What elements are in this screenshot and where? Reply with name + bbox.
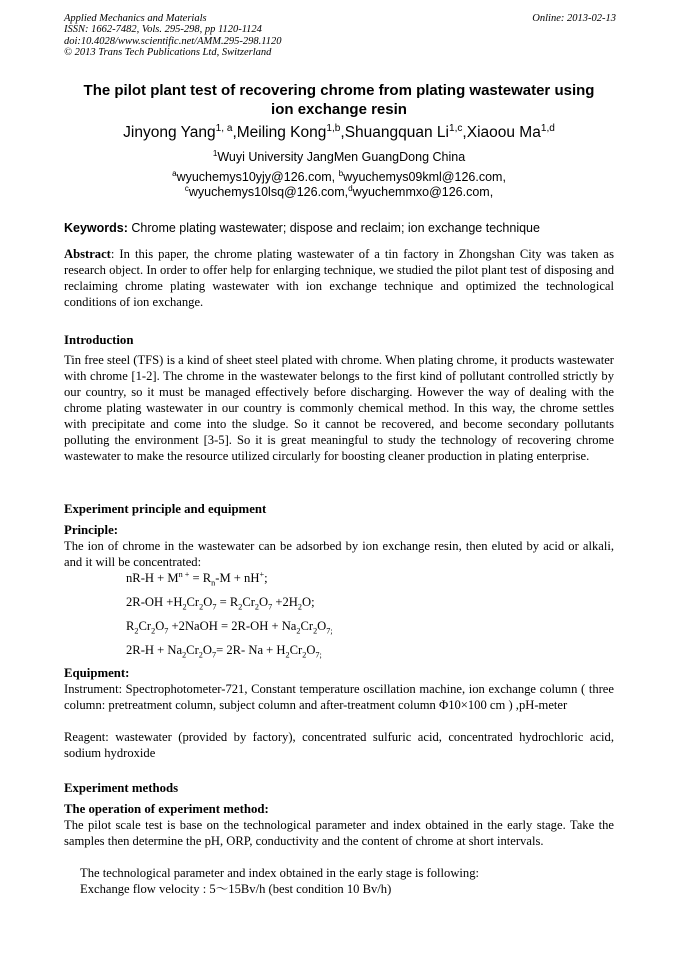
eq-term: 2R-H + Na [126,643,183,657]
title-line-1: The pilot plant test of recovering chrome from plating wastewater using [83,82,595,99]
author-name: Shuangquan Li [344,124,449,141]
eq-superscript: + [259,569,265,579]
journal-doi: doi:10.4028/www.scientific.net/AMM.295-298.1120 [64,35,282,47]
eq-subscript: 2 [182,602,187,612]
eq-subscript: n [211,578,216,588]
journal-issn: ISSN: 1662-7482, Vols. 295-298, pp 1120-1124 [64,24,262,36]
email-address: wyuchemmxo@126.com, [352,185,494,199]
author-emails [64,170,614,200]
eq-term: 2R-OH +H [126,595,183,609]
eq-subscript: 2 [313,626,318,636]
abstract-label: Abstract [64,247,111,261]
eq-term: = 2R- Na + H [216,643,286,657]
eq-subscript: 2 [296,626,301,636]
eq-subscript: 2 [297,602,302,612]
methods-text: The pilot scale test is base on the technological parameter and index obtained in the early stage. Take the samples then determine the pH, ORP, conductivity and the content of chrome at short intervals. [64,818,614,848]
principle-subheading: Principle: [64,523,119,537]
eq-term: O [202,643,212,657]
affiliation [64,149,614,165]
email-mark: a [172,168,177,178]
methods-heading: Experiment methods [64,781,179,795]
eq-subscript: 2 [238,602,243,612]
abstract-text: : In this paper, the chrome plating wastewater of a tin factory in Zhongshan City was taken as research object. In order to offer help for enlarging technique, we studied the pilot plant test of disposing and reclaiming chrome plating wastewater with ion exchange technique and optimized the technological conditions of ion exchange. [64,247,614,309]
eq-term: = R [216,595,239,609]
journal-copyright: © 2013 Trans Tech Publications Ltd, Switzerland [64,47,272,59]
equation-4 [126,642,322,658]
eq-term: -M + nH [215,571,260,585]
journal-name: Applied Mechanics and Materials [64,13,207,24]
email-mark: b [338,168,344,178]
eq-term: ; [264,571,268,585]
author-name: Meiling Kong [236,124,327,141]
author-name: Xiaoou Ma [466,124,541,141]
author-list [64,123,614,143]
introduction-text: Tin free steel (TFS) is a kind of sheet steel plated with chrome. When plating chrome, it products wastewater with chrome [1-2]. The chrome in the wastewater belongs to the first kind of pollutant controlled strictly by our country, so it must be managed effectively before discharging. However the way of dealing with the chrome plating wastewater in our country is commonly chemical method. In this way, the chrome settles with precipitate and come into the sludge. So it cannot be recovered, and become secondary pollutants polluting the environment [3-5]. So it is great meaningful to study the technology of recovering chrome wastewater to make the resource utilized circularly for boosting cleaner production in plating enterprise. [64,353,614,463]
affiliation-text: Wuyi University JangMen GuangDong China [217,150,466,164]
eq-subscript: 2 [198,650,203,660]
keywords-text: Chrome plating wastewater; dispose and reclaim; ion exchange technique [127,221,540,235]
email-line-2 [64,185,614,200]
author-separator: , [232,124,237,141]
author-separator: , [462,124,467,141]
email-address: wyuchemys10yjy@126.com, [176,170,336,184]
eq-term: = R [189,571,212,585]
eq-subscript: 2 [182,650,187,660]
keywords-label: Keywords: [64,221,128,235]
eq-term: O [259,595,269,609]
principle-section-heading: Experiment principle and equipment [64,502,267,516]
eq-term: O [306,643,316,657]
eq-subscript: 7 [212,602,217,612]
eq-subscript: 2 [134,626,139,636]
equation-1 [126,570,268,586]
title-line-2: ion exchange resin [271,101,407,118]
eq-term: +2H [272,595,298,609]
equation-2 [126,594,315,610]
eq-subscript: 7; [326,626,333,636]
equipment-heading: Equipment: [64,666,130,680]
online-date: Online: 2013-02-13 [532,13,616,24]
eq-superscript: n + [178,569,190,579]
author-separator: , [340,124,345,141]
eq-term: Cr [138,619,152,633]
author-affil-mark: 1,d [540,122,555,134]
eq-term: O; [301,595,315,609]
equation-3 [126,618,333,634]
eq-subscript: 7; [315,650,322,660]
email-line-1 [64,170,614,185]
eq-term: Cr [186,595,200,609]
methods-subheading: The operation of experiment method: [64,802,269,816]
eq-term: O [317,619,327,633]
eq-subscript: 2 [302,650,307,660]
author-name: Jinyong Yang [123,124,216,141]
eq-term: R [126,619,135,633]
eq-subscript: 2 [151,626,156,636]
eq-term: O [203,595,213,609]
introduction-heading: Introduction [64,333,134,347]
principle-text: The ion of chrome in the wastewater can be adsorbed by ion exchange resin, then eluted by acid or alkali, and it will be concentrated: [64,539,614,569]
email-address: wyuchemys09kml@126.com, [343,170,506,184]
email-mark: c [184,183,189,193]
email-address: wyuchemys10lsq@126.com, [188,185,349,199]
eq-term: +2NaOH = 2R-OH + Na [168,619,297,633]
author-affil-mark: 1, a [215,122,233,134]
eq-subscript: 2 [254,602,260,612]
author-affil-mark: 1,b [326,122,341,134]
keywords [64,220,616,236]
journal-header [64,13,616,59]
eq-subscript: 7 [211,650,217,660]
equipment-reagent: Reagent: wastewater (provided by factory), concentrated sulfuric acid, concentrated hydrochloric acid, sodium hydroxide [64,730,614,760]
eq-subscript: 2 [285,650,290,660]
methods-line-1: The technological parameter and index obtained in the early stage is following: [80,866,480,880]
equipment-instrument: Instrument: Spectrophotometer-721, Constant temperature oscillation machine, ion exchange column ( three column: pretreatment column, subject column and after-treatment column Φ10×100 cm ) ,pH-meter [64,682,614,712]
eq-term: Cr [300,619,314,633]
eq-term: Cr [289,643,303,657]
eq-subscript: 7 [268,602,273,612]
author-affil-mark: 1,c [448,122,463,134]
eq-subscript: 2 [199,602,204,612]
eq-term: Cr [242,595,255,609]
eq-term: O [155,619,165,633]
email-mark: d [348,183,353,193]
paper-title [64,81,614,119]
eq-subscript: 7 [164,626,169,636]
abstract [64,246,614,310]
affiliation-mark: 1 [212,148,218,158]
eq-term: nR-H + M [126,571,179,585]
eq-term: Cr [186,643,199,657]
methods-line-2: Exchange flow velocity : 5～15Bv/h (best condition 10 Bv/h) [80,882,392,896]
